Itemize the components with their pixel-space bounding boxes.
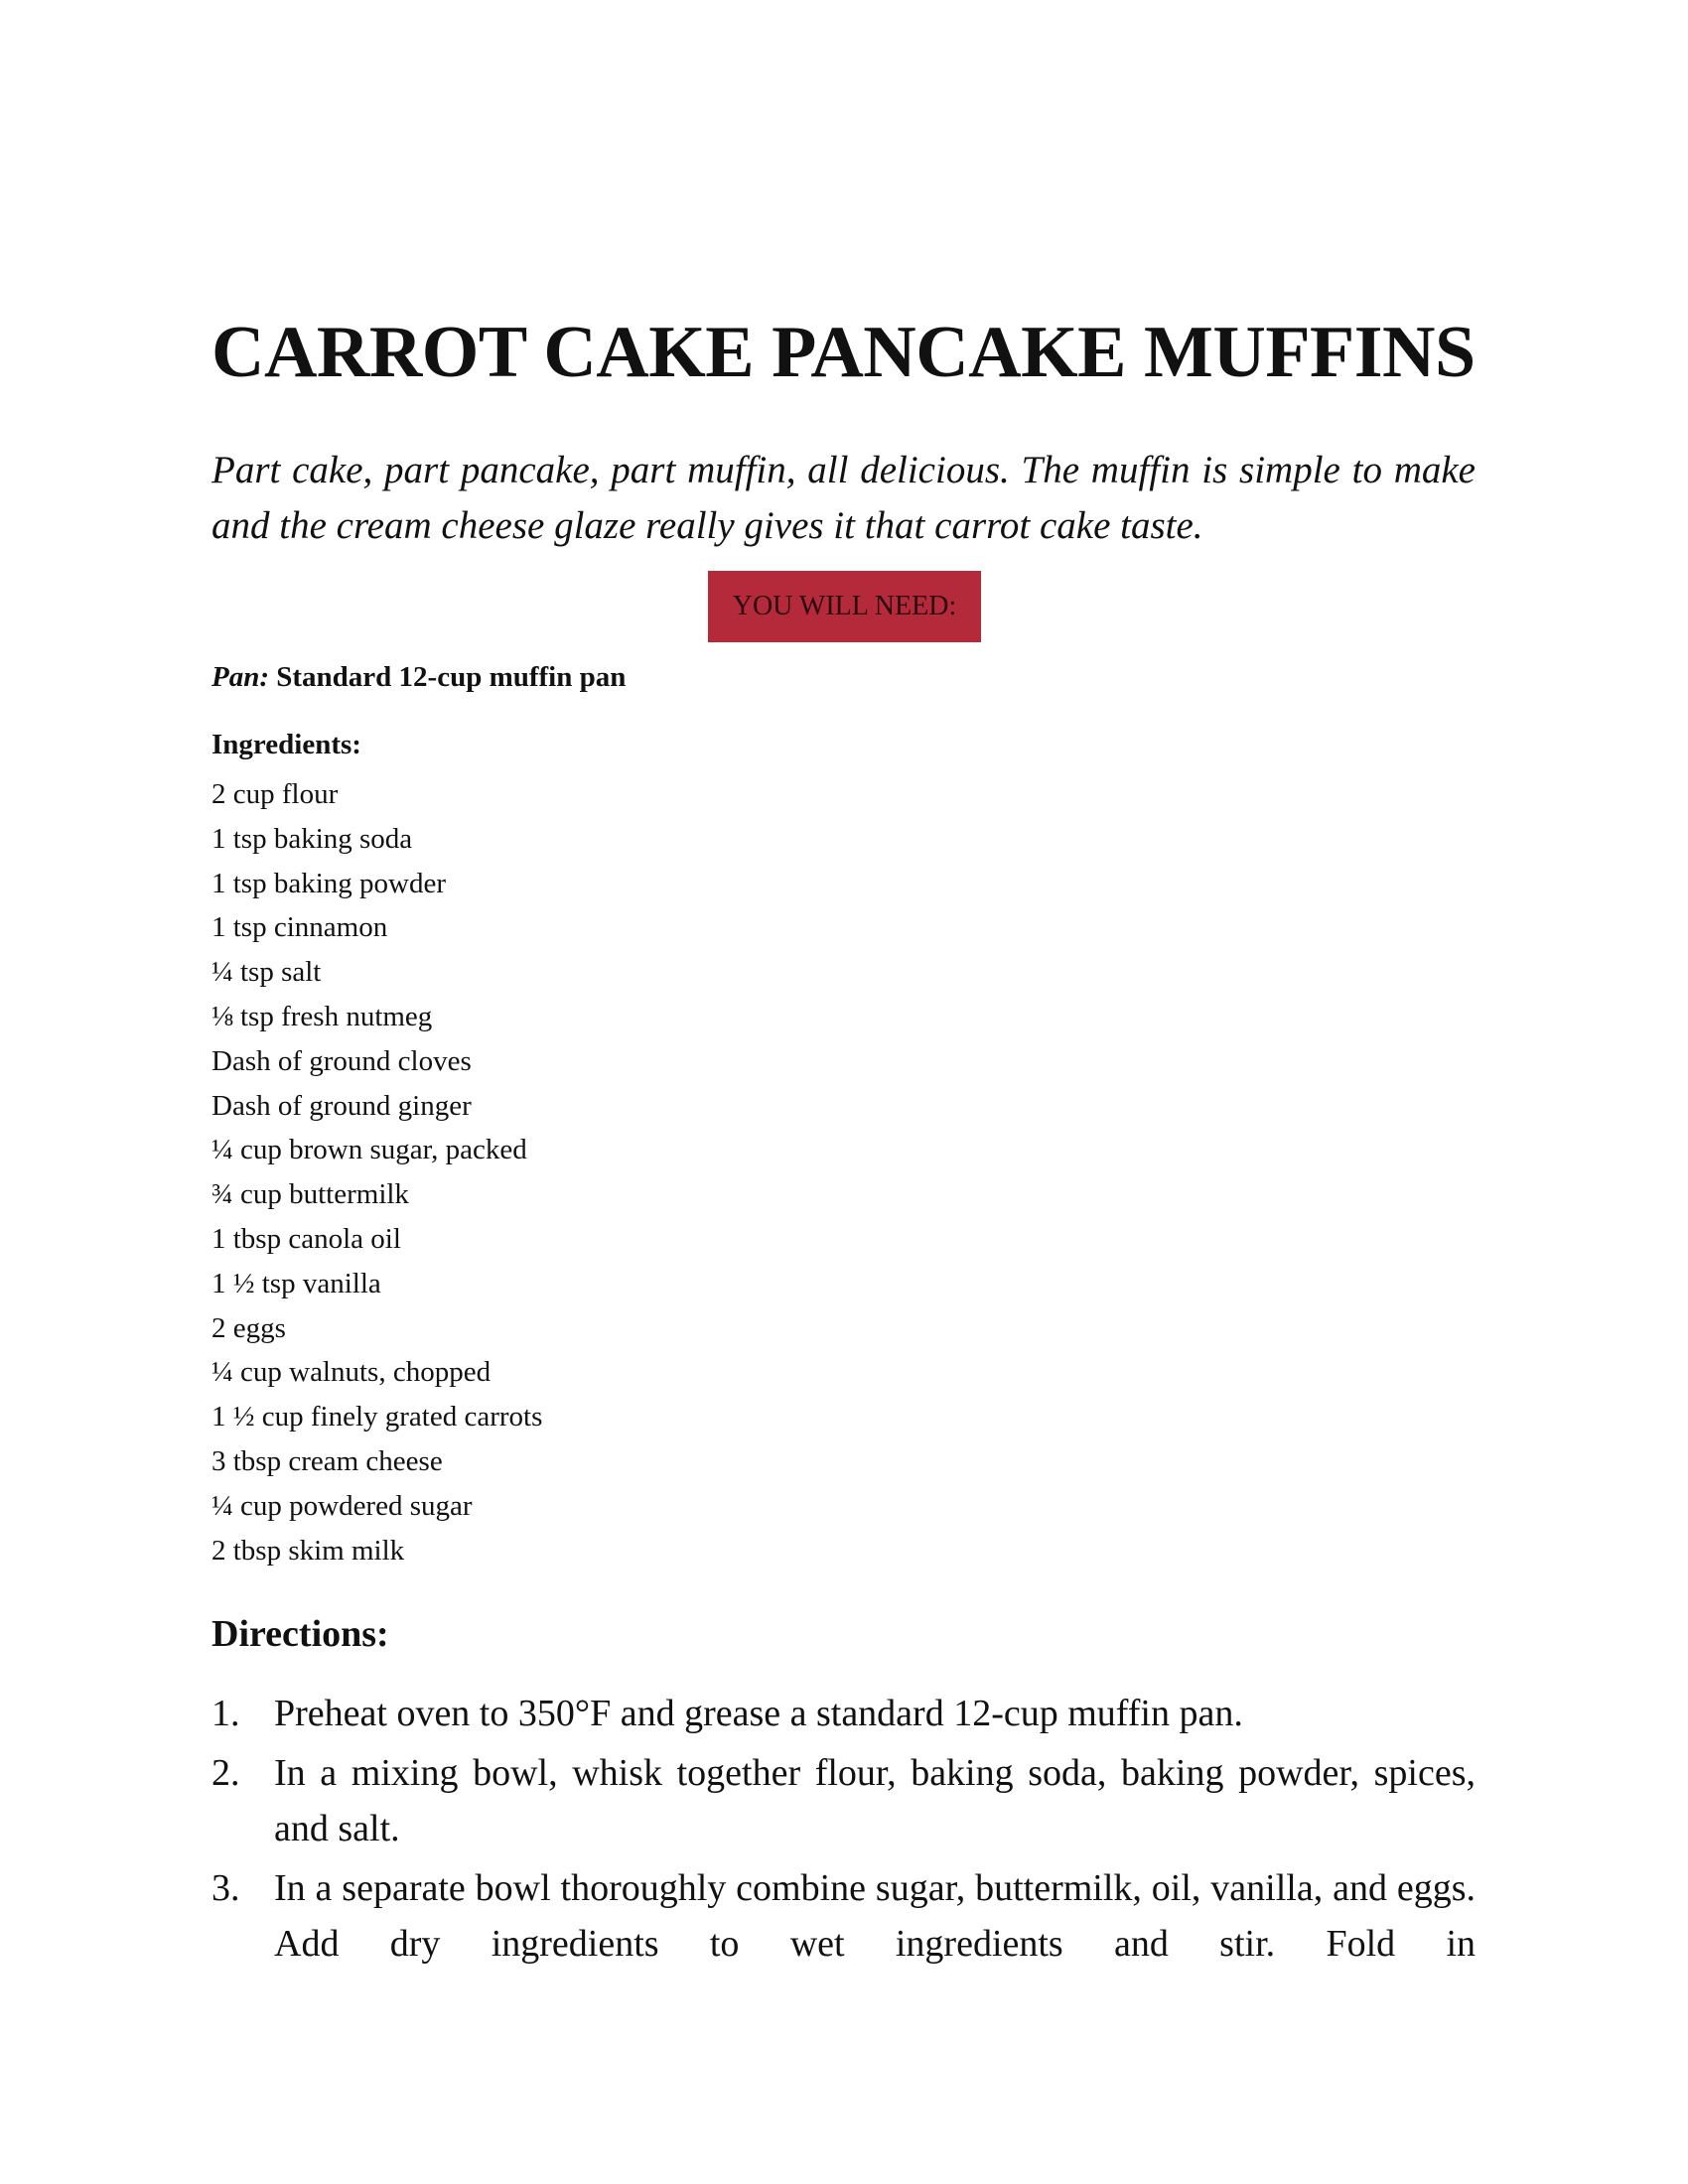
ingredient-item: ¼ cup powdered sugar <box>211 1489 473 1522</box>
ingredient-item: 1 tsp baking powder <box>211 867 446 899</box>
ingredient-item: 3 tbsp cream cheese <box>211 1444 443 1477</box>
step-number: 3. <box>211 1867 240 1909</box>
ingredient-item: ⅛ tsp fresh nutmeg <box>211 1000 433 1032</box>
ingredient-item: 2 tbsp skim milk <box>211 1534 405 1567</box>
pan-label: Pan: <box>211 661 269 693</box>
ingredient-item: 1 tsp cinnamon <box>211 911 388 944</box>
ingredient-item: 2 eggs <box>211 1311 286 1344</box>
ingredient-item: 2 cup flour <box>211 778 339 810</box>
ingredients-list <box>211 772 542 1572</box>
step-text: In a separate bowl thoroughly combine sugar, buttermilk, oil, vanilla, and eggs. Add dry ingredients to wet ingredients and stir. Fold in <box>274 1867 1476 1965</box>
recipe-page <box>211 0 1476 2184</box>
step-number: 2. <box>211 1752 240 1794</box>
you-will-need-badge: YOU WILL NEED: <box>708 571 981 642</box>
ingredients-heading: Ingredients: <box>211 729 361 760</box>
ingredient-item: Dash of ground ginger <box>211 1089 472 1122</box>
ingredient-item: ¼ cup walnuts, chopped <box>211 1356 492 1389</box>
ingredient-item: ¼ cup brown sugar, packed <box>211 1134 527 1166</box>
step-text: Preheat oven to 350°F and grease a standard 12-cup muffin pan. <box>274 1693 1243 1734</box>
directions-heading: Directions: <box>211 1613 389 1655</box>
ingredient-item: 1 tsp baking soda <box>211 822 413 855</box>
direction-step <box>211 1860 1476 1972</box>
direction-step <box>211 1686 1476 1741</box>
ingredient-item: 1 ½ tsp vanilla <box>211 1267 381 1299</box>
ingredient-item: ¼ tsp salt <box>211 956 322 989</box>
recipe-title: CARROT CAKE PANCAKE MUFFINS <box>211 312 1476 393</box>
ingredient-item: ¾ cup buttermilk <box>211 1178 409 1211</box>
step-text: In a mixing bowl, whisk together flour, baking soda, baking powder, spices, and salt. <box>274 1752 1476 1849</box>
direction-step <box>211 1745 1476 1856</box>
ingredient-item: Dash of ground cloves <box>211 1044 472 1077</box>
pan-line <box>211 661 626 694</box>
ingredient-item: 1 tbsp canola oil <box>211 1222 401 1255</box>
directions-list <box>211 1686 1476 1976</box>
ingredient-item: 1 ½ cup finely grated carrots <box>211 1401 543 1433</box>
step-number: 1. <box>211 1693 240 1734</box>
pan-value: Standard 12-cup muffin pan <box>276 661 627 693</box>
recipe-intro: Part cake, part pancake, part muffin, all delicious. The muffin is simple to make and the cream cheese glaze really gives it that carrot cake taste. <box>211 449 1476 547</box>
